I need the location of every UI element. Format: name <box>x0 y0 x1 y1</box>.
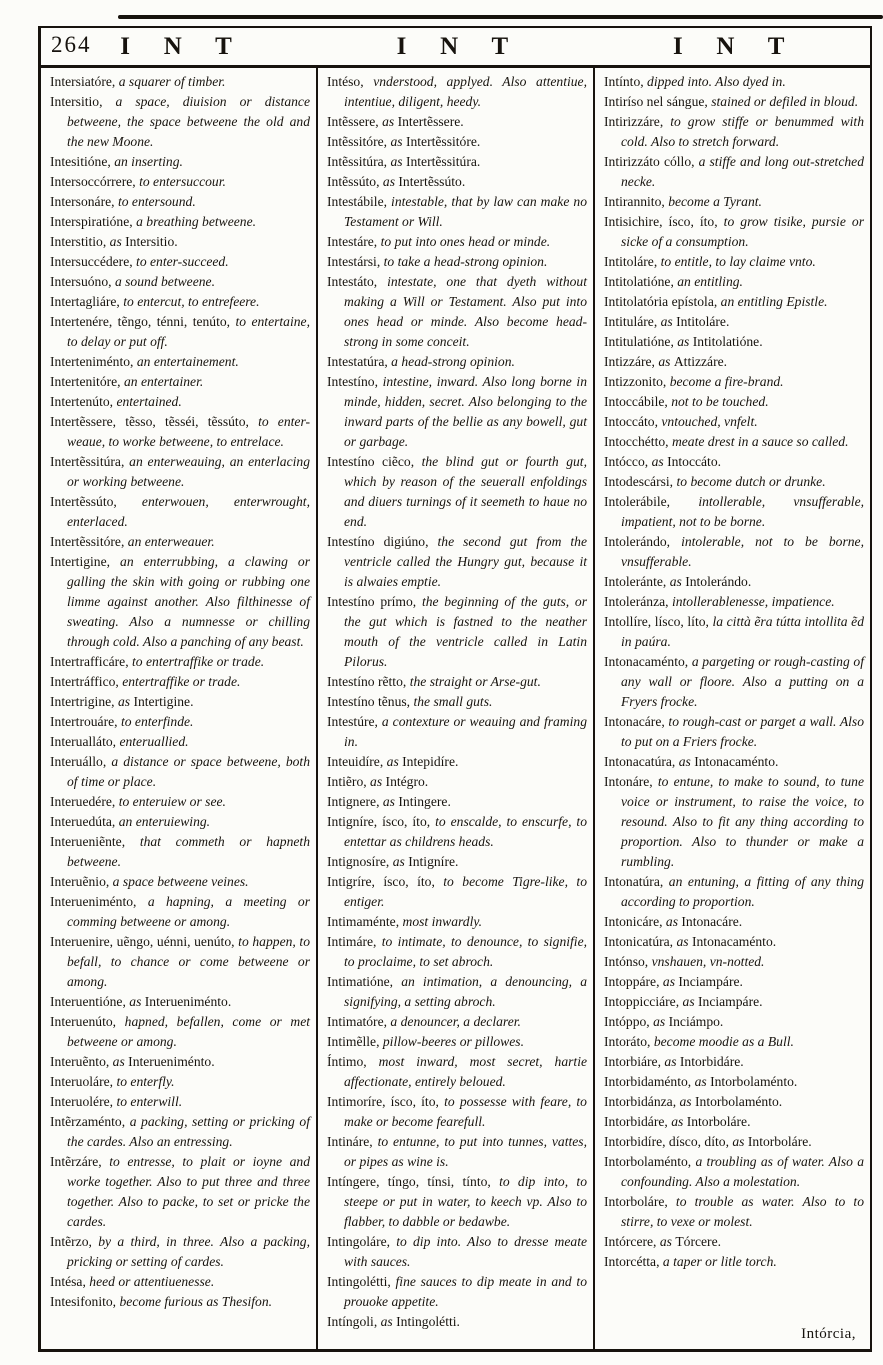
dictionary-entry: Intestíno ciẽco, the blind gut or fourth gut, which by reason of the seuerall enfoldings and diuers turnings of it seemeth to haue no end. <box>327 454 587 529</box>
dictionary-entry: Intẽssere, as Intertẽssere. <box>327 114 464 129</box>
running-head-3: I N T <box>672 32 799 60</box>
dictionary-entry: Intíngoli, as Intingolétti. <box>327 1314 460 1329</box>
dictionary-entry: Intisichire, ísco, íto, to grow tisike, pursie or sicke of a consumption. <box>604 214 864 249</box>
dictionary-entry: Intorbiáre, as Intorbidáre. <box>604 1054 744 1069</box>
dictionary-entry: Intestíno, intestine, inward. Also long borne in minde, hidden, secret. Also belonging to the inward parts of the bellie as any bowell, gut or garbage. <box>327 374 587 449</box>
dictionary-entry: Intorbidaménto, as Intorbolaménto. <box>604 1074 798 1089</box>
dictionary-entry: Intersuóno, a sound betweene. <box>50 274 215 289</box>
dictionary-entry: Interspiratióne, a breathing betweene. <box>50 214 256 229</box>
dictionary-entry: Intolerándo, intolerable, not to be borne, vnsufferable. <box>604 534 864 569</box>
dictionary-entry: Intestíno tẽnus, the small guts. <box>327 694 493 709</box>
dictionary-entry: Intorbidáre, as Intorboláre. <box>604 1114 751 1129</box>
dictionary-entry: Interuedére, to enteruiew or see. <box>50 794 226 809</box>
dictionary-entry: Intestársi, to take a head-strong opinion. <box>327 254 548 269</box>
dictionary-entry: Intocchétto, meate drest in a sauce so called. <box>604 434 849 449</box>
dictionary-entry: Intónso, vnshauen, vn-notted. <box>604 954 765 969</box>
text-columns <box>41 68 870 1349</box>
page-header <box>41 28 870 68</box>
dictionary-entry: Intoráto, become moodie as a Bull. <box>604 1034 794 1049</box>
dictionary-entry: Interuentióne, as Interueniménto. <box>50 994 232 1009</box>
dictionary-entry: Intẽssitóre, as Intertẽssitóre. <box>327 134 481 149</box>
dictionary-entry: Inteuidíre, as Intepidíre. <box>327 754 459 769</box>
dictionary-entry: Intórcere, as Tórcere. <box>604 1234 722 1249</box>
dictionary-entry: Intoleránza, intollerablenesse, impatience. <box>604 594 835 609</box>
dictionary-entry: Intoccáto, vntouched, vnfelt. <box>604 414 758 429</box>
dictionary-entry: Intertẽssere, tẽsso, tẽsséi, tẽssúto, to enter-weaue, to worke betweene, to entrelace. <box>50 414 310 449</box>
dictionary-entry: Intẽrzaménto, a packing, setting or pricking of the cardes. Also an entressing. <box>50 1114 310 1149</box>
dictionary-entry: Intonacaménto, a pargeting or rough-casting of any wall or floore. Also a putting on a Fryers frocke. <box>604 654 864 709</box>
dictionary-entry: Intoleránte, as Intolerándo. <box>604 574 752 589</box>
dictionary-entry: Intestábile, intestable, that by law can make no Testament or Will. <box>327 194 587 229</box>
dictionary-entry: Intimatóre, a denouncer, a declarer. <box>327 1014 521 1029</box>
dictionary-entry: Intolerábile, intollerable, vnsufferable, impatient, not to be borne. <box>604 494 864 529</box>
dictionary-entry: Intimaménte, most inwardly. <box>327 914 483 929</box>
column-1 <box>41 68 316 1349</box>
dictionary-entry: Intíngere, tíngo, tínsi, tínto, to dip into, to steepe or put in water, to keech vp. Also to flabber, to dabble or bedawbe. <box>327 1174 587 1229</box>
dictionary-entry: Interuenúto, hapned, befallen, come or met betweene or among. <box>50 1014 310 1049</box>
column-2 <box>316 68 593 1349</box>
dictionary-entry: Intimatióne, an intimation, a denouncing, a signifying, a setting abroch. <box>327 974 588 1009</box>
dictionary-entry: Intitolatióne, an entitling. <box>604 274 743 289</box>
dictionary-entry: Intigríre, ísco, íto, to become Tigre-like, to entiger. <box>327 874 587 909</box>
dictionary-entry: Intertrigine, as Intertigine. <box>50 694 194 709</box>
dictionary-entry: Intertráffico, entertraffike or trade. <box>50 674 241 689</box>
dictionary-entry: Interuenire, uẽngo, uénni, uenúto, to happen, to befall, to chance or come betweene or among. <box>50 934 310 989</box>
dictionary-entry: Intersitio, a space, diuision or distance betweene, the space betweene the old and the new Moone. <box>50 94 310 149</box>
dictionary-entry: Intésa, heed or attentiuenesse. <box>50 1274 215 1289</box>
dictionary-entry: Intorbidíre, dísco, díto, as Intorboláre. <box>604 1134 812 1149</box>
dictionary-entry: Intócco, as Intoccáto. <box>604 454 722 469</box>
dictionary-entry: Intertenitóre, an entertainer. <box>50 374 204 389</box>
dictionary-entry: Intimẽlle, pillow-beeres or pillowes. <box>327 1034 524 1049</box>
dictionary-entry: Intesifonito, become furious as Thesifon. <box>50 1294 273 1309</box>
dictionary-entry: Intirizzáre, to grow stiffe or benummed with cold. Also to stretch forward. <box>604 114 864 149</box>
dictionary-entry: Intonáre, to entune, to make to sound, to tune voice or instrument, to raise the voice, to resound. Also to fit any thing according to proportion. Also to thunder or make a rumbling. <box>604 774 864 869</box>
dictionary-entry: Intéso, vnderstood, applyed. Also attentiue, intentiue, diligent, heedy. <box>327 74 587 109</box>
catchword: Intórcia, <box>801 1326 856 1342</box>
dictionary-entry: Interuállo, a distance or space betweene, both of time or place. <box>50 754 310 789</box>
top-rule <box>118 15 883 19</box>
dictionary-entry: Interstitio, as Intersitio. <box>50 234 178 249</box>
dictionary-entry: Intertrafficáre, to entertraffike or trade. <box>50 654 265 669</box>
dictionary-entry: Íntimo, most inward, most secret, hartie affectionate, entirely beloued. <box>327 1054 588 1089</box>
dictionary-entry: Interualláto, enteruallied. <box>50 734 189 749</box>
dictionary-entry: Intorboláre, to trouble as water. Also to to stirre, to vexe or molest. <box>604 1194 864 1229</box>
dictionary-entry: Intonatúra, an entuning, a fitting of any thing according to proportion. <box>604 874 864 909</box>
dictionary-entry: Intignere, as Intingere. <box>327 794 451 809</box>
dictionary-entry: Intersonáre, to entersound. <box>50 194 196 209</box>
column-3 <box>593 68 870 1349</box>
dictionary-entry: Interuedúta, an enteruiewing. <box>50 814 211 829</box>
dictionary-entry: Intonacatúra, as Intonacaménto. <box>604 754 779 769</box>
dictionary-entry: Intersoccórrere, to entersuccour. <box>50 174 226 189</box>
dictionary-entry: Intertenúto, entertained. <box>50 394 182 409</box>
dictionary-entry: Intoppicciáre, as Inciampáre. <box>604 994 763 1009</box>
dictionary-entry: Intoccábile, not to be touched. <box>604 394 769 409</box>
dictionary-entry: Intimoríre, ísco, íto, to possesse with feare, to make or become fearefull. <box>327 1094 587 1129</box>
dictionary-entry: Intingoláre, to dip into. Also to dresse meate with sauces. <box>327 1234 587 1269</box>
dictionary-entry: Intonacáre, to rough-cast or parget a wall. Also to put on a Friers frocke. <box>604 714 864 749</box>
dictionary-entry: Intestáre, to put into ones head or minde. <box>327 234 551 249</box>
dictionary-entry: Interuolére, to enterwill. <box>50 1094 183 1109</box>
dictionary-entry: Intóppo, as Inciámpo. <box>604 1014 724 1029</box>
dictionary-entry: Intínto, dipped into. Also dyed in. <box>604 74 786 89</box>
dictionary-entry: Intignosíre, as Intigníre. <box>327 854 459 869</box>
dictionary-entry: Intorbolaménto, a troubling as of water. Also a confounding. Also a molestation. <box>604 1154 864 1189</box>
dictionary-entry: Intituláre, as Intitoláre. <box>604 314 730 329</box>
page-frame <box>38 26 872 1352</box>
dictionary-entry: Intestíno prímo, the beginning of the guts, or the gut which is fastned to the neather mouth of the ventricle called in Latin Pilorus. <box>327 594 588 669</box>
dictionary-entry: Intonicatúra, as Intonacaménto. <box>604 934 777 949</box>
dictionary-entry: Intertẽssitúra, an enterweauing, an enterlacing or working betweene. <box>50 454 311 489</box>
dictionary-entry: Intitolatória epístola, an entitling Epistle. <box>604 294 828 309</box>
dictionary-entry: Intizzáre, as Attizzáre. <box>604 354 728 369</box>
dictionary-entry: Intestatúra, a head-strong opinion. <box>327 354 515 369</box>
dictionary-entry: Interuẽnto, as Interueniménto. <box>50 1054 215 1069</box>
dictionary-entry: Intesitióne, an inserting. <box>50 154 183 169</box>
dictionary-entry: Intoppáre, as Inciampáre. <box>604 974 743 989</box>
dictionary-entry: Intẽrzáre, to entresse, to plait or ioyne and worke together. Also to put three and three together. Also to packe, to set or pricke the cardes. <box>50 1154 310 1229</box>
dictionary-entry: Intertagliáre, to entercut, to entrefeere. <box>50 294 260 309</box>
dictionary-entry: Interueniménto, a hapning, a meeting or comming betweene or among. <box>50 894 311 929</box>
dictionary-entry: Intestíno digiúno, the second gut from the ventricle called the Hungry gut, because it is alwaies emptie. <box>327 534 587 589</box>
dictionary-entry: Intonicáre, as Intonacáre. <box>604 914 743 929</box>
dictionary-entry: Interuoláre, to enterfly. <box>50 1074 175 1089</box>
dictionary-entry: Intigníre, ísco, íto, to enscalde, to enscurfe, to entettar as childrens heads. <box>327 814 587 849</box>
dictionary-entry: Intollíre, lísco, líto, la città ẽra tútta intollita ẽd in paúra. <box>604 614 865 649</box>
dictionary-entry: Intestúre, a contexture or weauing and framing in. <box>327 714 587 749</box>
dictionary-entry: Intertigine, an enterrubbing, a clawing or galling the skin with going or rubbing one limme against another. Also filthinesse of sweating. Also a numnesse or chilling through cold. Also a panching of any beast. <box>50 554 310 649</box>
dictionary-entry: Intorbidánza, as Intorbolaménto. <box>604 1094 783 1109</box>
dictionary-entry: Intestáto, intestate, one that dyeth without making a Will or Testament. Also put into ones head or minde. Also become head-strong in some conceit. <box>327 274 587 349</box>
dictionary-entry: Intiẽro, as Intégro. <box>327 774 429 789</box>
dictionary-entry: Intodescársi, to become dutch or drunke. <box>604 474 826 489</box>
dictionary-entry: Interteniménto, an entertainement. <box>50 354 239 369</box>
dictionary-entry: Intersiatóre, a squarer of timber. <box>50 74 226 89</box>
running-head-2: I N T <box>396 32 522 60</box>
running-head-1: I N T <box>120 32 246 60</box>
dictionary-entry: Interueniẽnte, that commeth or hapneth betweene. <box>50 834 310 869</box>
dictionary-entry: Intirannito, become a Tyrant. <box>604 194 762 209</box>
dictionary-entry: Intiríso nel sángue, stained or defiled in bloud. <box>604 94 859 109</box>
dictionary-entry: Intizzonito, become a fire-brand. <box>604 374 784 389</box>
dictionary-entry: Intináre, to entunne, to put into tunnes, vattes, or pipes as wine is. <box>327 1134 587 1169</box>
dictionary-entry: Intirizzáto cóllo, a stiffe and long out-stretched necke. <box>604 154 864 189</box>
dictionary-entry: Intitulatióne, as Intitolatióne. <box>604 334 763 349</box>
dictionary-entry: Intorcétta, a taper or litle torch. <box>604 1254 777 1269</box>
dictionary-entry: Intestíno rẽtto, the straight or Arse-gut. <box>327 674 541 689</box>
dictionary-entry: Intertẽssúto, enterwouen, enterwrought, enterlaced. <box>50 494 310 529</box>
dictionary-entry: Intẽrzo, by a third, in three. Also a packing, pricking or setting of cardes. <box>50 1234 310 1269</box>
dictionary-entry: Interuẽnio, a space betweene veines. <box>50 874 249 889</box>
dictionary-entry: Intertenére, tẽngo, ténni, tenúto, to entertaine, to delay or put off. <box>50 314 310 349</box>
dictionary-entry: Intẽssitúra, as Intertẽssitúra. <box>327 154 481 169</box>
dictionary-entry: Intertẽssitóre, an enterweauer. <box>50 534 215 549</box>
dictionary-entry: Intingolétti, fine sauces to dip meate in and to prouoke appetite. <box>327 1274 587 1309</box>
dictionary-entry: Intimáre, to intimate, to denounce, to signifie, to proclaime, to set abroch. <box>327 934 587 969</box>
dictionary-entry: Intẽssúto, as Intertẽssúto. <box>327 174 466 189</box>
dictionary-entry: Intersuccédere, to enter-succeed. <box>50 254 229 269</box>
page-number: 264 <box>51 32 92 57</box>
dictionary-entry: Intertrouáre, to enterfinde. <box>50 714 194 729</box>
dictionary-entry: Intitoláre, to entitle, to lay claime vnto. <box>604 254 816 269</box>
